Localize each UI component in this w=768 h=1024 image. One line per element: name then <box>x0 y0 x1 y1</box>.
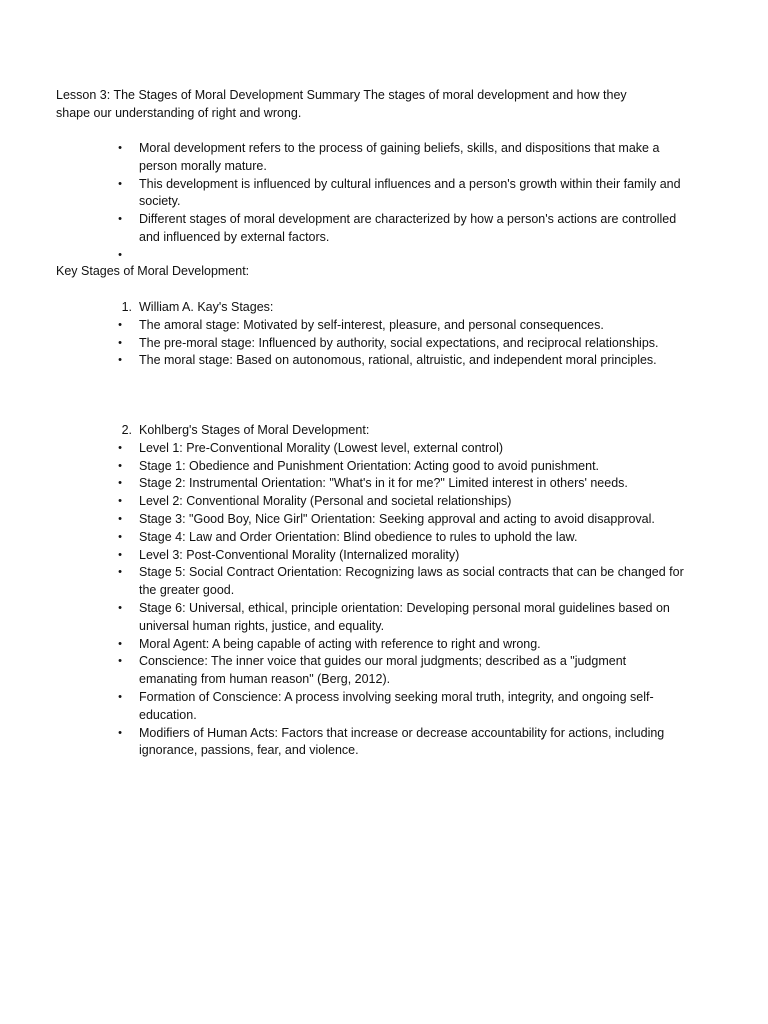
bullet-marker: • <box>118 177 122 190</box>
bullet-marker: • <box>118 354 122 367</box>
list-item-text: Stage 5: Social Contract Orientation: Recognizing laws as social contracts that can be changed for the greater good. <box>139 565 684 598</box>
list-item <box>118 140 684 176</box>
list-number: 2. <box>121 423 132 437</box>
list-item <box>118 352 684 370</box>
list-item-text: This development is influenced by cultural influences and a person's growth within their family and society. <box>139 176 681 209</box>
list-item-text: Stage 3: "Good Boy, Nice Girl" Orientation: Seeking approval and acting to avoid disapproval. <box>139 511 655 526</box>
list-item <box>118 211 684 247</box>
list-item-text: The moral stage: Based on autonomous, rational, altruistic, and independent moral principles. <box>139 353 657 368</box>
list-item <box>118 636 684 654</box>
list-item <box>118 440 684 458</box>
list-item <box>118 725 684 761</box>
bullet-marker: • <box>118 318 122 331</box>
bullet-marker: • <box>118 601 122 614</box>
list-item <box>118 493 684 511</box>
list-item <box>118 600 684 636</box>
list-item-text: Stage 6: Universal, ethical, principle orientation: Developing personal moral guidelines based on universal human rights, justice, and equality. <box>139 600 670 633</box>
list-item <box>118 176 684 212</box>
bullet-marker: • <box>118 248 122 261</box>
bullet-marker: • <box>118 495 122 508</box>
kohlberg-stages-section <box>118 422 684 760</box>
bullet-marker: • <box>118 477 122 490</box>
bullet-marker: • <box>118 530 122 543</box>
intro-paragraph: Lesson 3: The Stages of Moral Development Summary The stages of moral development and how they shape our understanding of right and wrong. <box>56 88 627 120</box>
bullet-marker: • <box>118 512 122 525</box>
list-item-text: Different stages of moral development are characterized by how a person's actions are controlled and influenced by external factors. <box>139 212 677 244</box>
list-item-text: Moral Agent: A being capable of acting with reference to right and wrong. <box>139 636 541 651</box>
list-item-text: Stage 2: Instrumental Orientation: "What's in it for me?" Limited interest in others' needs. <box>139 476 628 491</box>
list-item <box>118 529 684 547</box>
bullet-marker: • <box>118 726 122 739</box>
bullet-marker: • <box>118 566 122 579</box>
overview-bullet-list <box>118 140 684 265</box>
list-item <box>118 335 684 353</box>
list-item <box>118 317 684 335</box>
section-title: William A. Kay's Stages: <box>139 300 274 314</box>
list-item <box>118 547 684 565</box>
bullet-marker: • <box>118 655 122 668</box>
bullet-marker: • <box>118 441 122 454</box>
bullet-marker: • <box>118 336 122 349</box>
list-item-text: The amoral stage: Motivated by self-interest, pleasure, and personal consequences. <box>139 317 604 332</box>
numbered-item-kay <box>121 299 684 317</box>
list-number: 1. <box>121 300 132 314</box>
list-item <box>118 653 684 689</box>
bullet-marker: • <box>118 142 122 154</box>
list-item-text: Conscience: The inner voice that guides our moral judgments; described as a "judgment emanating from human reason" (Berg, 2012). <box>139 654 627 687</box>
kay-stages-section <box>118 299 684 370</box>
section-title: Kohlberg's Stages of Moral Development: <box>139 423 370 437</box>
bullet-marker: • <box>118 690 122 703</box>
bullet-marker: • <box>118 637 122 650</box>
list-item <box>118 689 684 725</box>
list-item-text: Moral development refers to the process of gaining beliefs, skills, and dispositions that make a person morally mature. <box>139 141 660 173</box>
list-item-text: Level 2: Conventional Morality (Personal and societal relationships) <box>139 494 512 509</box>
list-item-text: Modifiers of Human Acts: Factors that increase or decrease accountability for actions, including ignorance, passions, fear, and violence. <box>139 725 665 758</box>
list-item-text: Stage 4: Law and Order Orientation: Blind obedience to rules to uphold the law. <box>139 529 578 544</box>
list-item <box>118 475 684 493</box>
list-item-text: The pre-moral stage: Influenced by authority, social expectations, and reciprocal relationships. <box>139 335 659 350</box>
numbered-item-kohlberg <box>121 422 684 440</box>
bullet-marker: • <box>118 213 122 226</box>
bullet-marker: • <box>118 548 122 561</box>
list-item <box>118 564 684 600</box>
empty-list-item <box>118 247 684 265</box>
list-item <box>118 458 684 476</box>
list-item <box>118 511 684 529</box>
list-item-text: Level 3: Post-Conventional Morality (Internalized morality) <box>139 547 460 562</box>
key-stages-heading: Key Stages of Moral Development: <box>56 264 250 278</box>
list-item-text: Formation of Conscience: A process involving seeking moral truth, integrity, and ongoing self-education. <box>139 689 654 722</box>
bullet-marker: • <box>118 459 122 472</box>
list-item-text: Level 1: Pre-Conventional Morality (Lowest level, external control) <box>139 440 504 455</box>
list-item-text: Stage 1: Obedience and Punishment Orientation: Acting good to avoid punishment. <box>139 458 600 473</box>
